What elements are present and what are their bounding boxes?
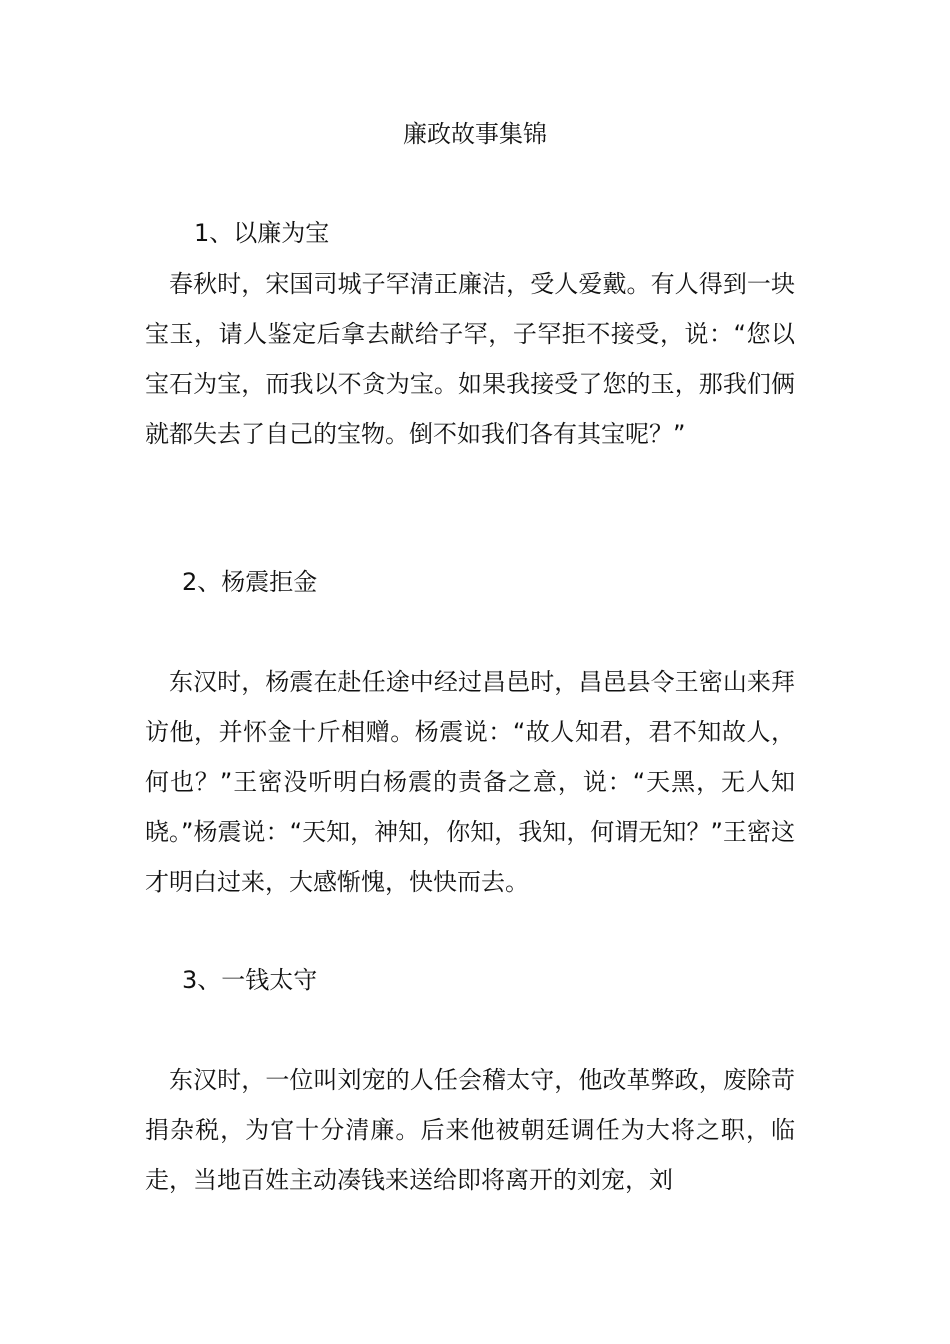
- section-heading-3: 3、一钱太守: [182, 966, 318, 994]
- section-paragraph-2: 东汉时，杨震在赴任途中经过昌邑时，昌邑县令王密山来拜访他，并怀金十斤相赠。杨震说：“故人知君，君不知故人，何也？”王密没听明白杨震的责备之意，说：“天黑，无人知晓。”杨震说：“天知，神知，你知，我知，何谓无知？”王密这才明白过来，大感惭愧，快快而去。: [145, 668, 795, 896]
- section-paragraph-1: 春秋时，宋国司城子罕清正廉洁，受人爱戴。有人得到一块宝玉，请人鉴定后拿去献给子罕，子罕拒不接受，说：“您以宝石为宝，而我以不贪为宝。如果我接受了您的玉，那我们俩就都失去了自己的宝物。倒不如我们各有其宝呢？”: [145, 270, 795, 448]
- section-heading-1: 1、以廉为宝: [194, 219, 330, 247]
- section-paragraph-3: 东汉时，一位叫刘宠的人任会稽太守，他改革弊政，废除苛捐杂税，为官十分清廉。后来他被朝廷调任为大将之职，临走，当地百姓主动凑钱来送给即将离开的刘宠，刘: [145, 1066, 795, 1194]
- section-heading-2: 2、杨震拒金: [182, 568, 318, 596]
- document-title: 廉政故事集锦: [403, 120, 547, 148]
